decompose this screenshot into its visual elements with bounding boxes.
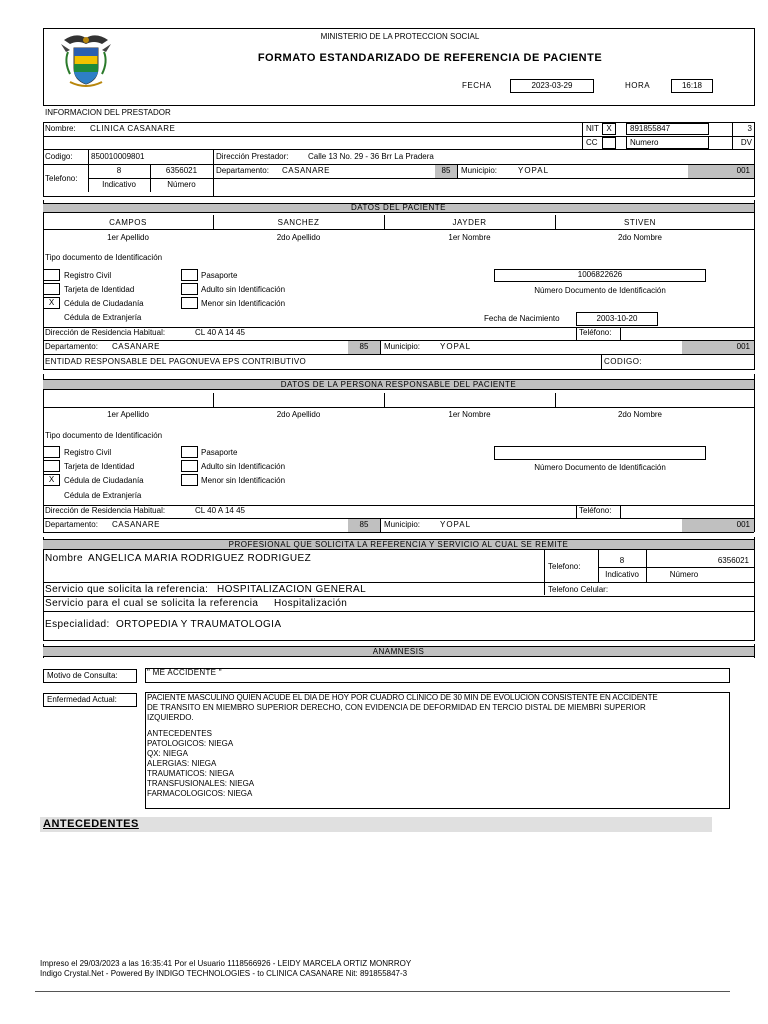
enfermedad-line: TRAUMATICOS: NIEGA — [147, 769, 234, 778]
nit-dv: 3 — [747, 124, 752, 133]
paciente-apellido2: SANCHEZ — [277, 218, 320, 227]
responsable-opt-pasaporte: Pasaporte — [201, 448, 238, 457]
nit-dv-label: DV — [740, 138, 752, 147]
paciente-opt-tarjeta: Tarjeta de Identidad — [64, 285, 135, 294]
responsable-dep-code: 85 — [359, 520, 369, 529]
paciente-fecha-nac: 2003-10-20 — [596, 314, 638, 323]
motivo-value: " ME ACCIDENTE " — [147, 668, 222, 677]
hora-value: 16:18 — [681, 81, 703, 90]
paciente-dep-code: 85 — [359, 342, 369, 351]
paciente-opt-adulto: Adulto sin Identificación — [201, 285, 286, 294]
responsable-cedula-checkbox: X — [43, 474, 60, 486]
responsable-apellido2-label: 2do Apellido — [276, 410, 321, 419]
profesional-indicativo-label: Indicativo — [605, 570, 639, 579]
responsable-registro-checkbox — [43, 446, 60, 458]
enfermedad-line: ANTECEDENTES — [147, 729, 212, 738]
enfermedad-label: Enfermedad Actual: — [47, 695, 117, 704]
profesional-numero: 6356021 — [717, 556, 749, 565]
page-title: FORMATO ESTANDARIZADO DE REFERENCIA DE PACIENTE — [257, 52, 603, 64]
responsable-opt-extranjeria: Cédula de Extranjería — [64, 491, 142, 500]
responsable-direccion: CL 40 A 14 45 — [195, 506, 245, 515]
profesional-servicio-para: Hospitalización — [274, 598, 348, 609]
responsable-pasaporte-checkbox — [181, 446, 198, 458]
responsable-opt-menor: Menor sin Identificación — [201, 476, 286, 485]
prestador-numero-tel: 6356021 — [165, 166, 198, 175]
paciente-pasaporte-checkbox — [181, 269, 198, 281]
responsable-mun-code: 001 — [736, 520, 750, 529]
nit-numero-label: Numero — [630, 138, 659, 147]
enfermedad-line: PACIENTE MASCULINO QUIEN ACUDE EL DIA DE HOY POR CUADRO CLINICO DE 30 MIN DE EVOLUCION CONSISTENTE EN ACCIDENTE — [147, 693, 658, 702]
paciente-opt-pasaporte: Pasaporte — [201, 271, 238, 280]
enfermedad-text — [147, 693, 729, 799]
nit-number: 891855847 — [630, 124, 671, 133]
paciente-adulto-checkbox — [181, 283, 198, 295]
paciente-entidad: NUEVA EPS CONTRIBUTIVO — [192, 357, 307, 366]
enfermedad-line: TRANSFUSIONALES: NIEGA — [147, 779, 255, 788]
paciente-direccion: CL 40 A 14 45 — [195, 328, 245, 337]
responsable-departamento: CASANARE — [112, 520, 161, 529]
paciente-apellido1: CAMPOS — [109, 218, 147, 227]
responsable-opt-cedula: Cédula de Ciudadanía — [64, 476, 144, 485]
prestador-nombre: CLINICA CASANARE — [90, 124, 176, 133]
cc-label: CC — [586, 138, 598, 147]
profesional-especialidad: ORTOPEDIA Y TRAUMATOLOGIA — [116, 619, 282, 630]
prestador-departamento-label: Departamento: — [216, 166, 269, 175]
enfermedad-line: IZQUIERDO. — [147, 713, 194, 722]
antecedentes-bar — [40, 817, 712, 832]
paciente-fecha-nac-label: Fecha de Nacimiento — [484, 314, 560, 323]
paciente-telefono-label: Teléfono: — [579, 328, 612, 337]
profesional-celular-label: Telefono Celular: — [548, 585, 609, 594]
prestador-municipio-label: Municipio: — [461, 166, 498, 175]
profesional-section-bar: PROFESIONAL QUE SOLICITA LA REFERENCIA Y SERVICIO AL CUAL SE REMITE — [43, 539, 754, 550]
nit-label: NIT — [586, 124, 599, 133]
paciente-section-bar: DATOS DEL PACIENTE — [43, 203, 754, 213]
paciente-apellido2-label: 2do Apellido — [276, 233, 321, 242]
enfermedad-line: QX: NIEGA — [147, 749, 188, 758]
paciente-num-doc: 1006822626 — [577, 270, 623, 279]
ministry-label: MINISTERIO DE LA PROTECCION SOCIAL — [320, 32, 480, 41]
anamnesis-section-bar: ANAMNESIS — [43, 646, 754, 657]
responsable-section-bar: DATOS DE LA PERSONA RESPONSABLE DEL PACIENTE — [43, 379, 754, 390]
responsable-tarjeta-checkbox — [43, 460, 60, 472]
prestador-municipio: YOPAL — [518, 166, 550, 175]
responsable-municipio: YOPAL — [440, 520, 472, 529]
prestador-codigo: 850010009801 — [91, 152, 145, 161]
footer-line2: Indigo Crystal.Net - Powered By INDIGO TECHNOLOGIES - to CLINICA CASANARE Nit: 891855847-3 — [40, 969, 408, 978]
enfermedad-line: ALERGIAS: NIEGA — [147, 759, 217, 768]
paciente-apellido1-label: 1er Apellido — [107, 233, 149, 242]
responsable-num-doc-box — [494, 446, 706, 460]
responsable-departamento-label: Departamento: — [45, 520, 98, 529]
paciente-opt-registro: Registro Civil — [64, 271, 112, 280]
prestador-departamento: CASANARE — [282, 166, 331, 175]
fecha-value: 2023-03-29 — [531, 81, 573, 90]
coat-of-arms-logo — [56, 30, 116, 90]
responsable-opt-registro: Registro Civil — [64, 448, 112, 457]
responsable-opt-adulto: Adulto sin Identificación — [201, 462, 286, 471]
prestador-indicativo: 8 — [116, 166, 122, 175]
paciente-opt-extranjeria: Cédula de Extranjería — [64, 313, 142, 322]
cc-checkbox — [602, 137, 616, 149]
motivo-label: Motivo de Consulta: — [47, 671, 118, 680]
profesional-telefono-label: Telefono: — [548, 562, 581, 571]
footer-line1: Impreso el 29/03/2023 a las 16:35:41 Por el Usuario 1118566926 - LEIDY MARCELA ORTIZ MONRROY — [40, 959, 412, 968]
responsable-menor-checkbox — [181, 474, 198, 486]
prestador-nombre-label: Nombre: — [45, 124, 76, 133]
paciente-nombre1-label: 1er Nombre — [448, 233, 491, 242]
antecedentes-title: ANTECEDENTES — [43, 818, 139, 830]
prestador-dep-code: 85 — [441, 166, 451, 175]
responsable-opt-tarjeta: Tarjeta de Identidad — [64, 462, 135, 471]
paciente-municipio-label: Municipio: — [384, 342, 421, 351]
paciente-num-doc-label: Número Documento de Identificación — [534, 286, 666, 295]
paciente-nombre2: STIVEN — [624, 218, 656, 227]
responsable-municipio-label: Municipio: — [384, 520, 421, 529]
prestador-section-label: INFORMACION DEL PRESTADOR — [45, 108, 171, 117]
responsable-adulto-checkbox — [181, 460, 198, 472]
profesional-numero-label: Número — [669, 570, 699, 579]
prestador-codigo-label: Codigo: — [45, 152, 73, 161]
fecha-label: FECHA — [462, 81, 492, 90]
profesional-servicio-solicita: HOSPITALIZACION GENERAL — [217, 584, 367, 595]
paciente-departamento-label: Departamento: — [45, 342, 98, 351]
paciente-mun-code: 001 — [736, 342, 750, 351]
paciente-departamento: CASANARE — [112, 342, 161, 351]
paciente-nombre2-label: 2do Nombre — [617, 233, 663, 242]
enfermedad-line: FARMACOLOGICOS: NIEGA — [147, 789, 253, 798]
prestador-indicativo-label: Indicativo — [102, 180, 136, 189]
paciente-registro-checkbox — [43, 269, 60, 281]
enfermedad-line: DE TRANSITO EN MIEMBRO SUPERIOR DERECHO, CON EVIDENCIA DE DEFORMIDAD EN TERCIO DISTAL DE MIEMBRI SUPERIOR — [147, 703, 646, 712]
prestador-mun-code: 001 — [736, 166, 750, 175]
paciente-entidad-label: ENTIDAD RESPONSABLE DEL PAGO: — [45, 357, 196, 366]
responsable-apellido1-label: 1er Apellido — [107, 410, 149, 419]
hora-label: HORA — [625, 81, 651, 90]
responsable-telefono-label: Teléfono: — [579, 506, 612, 515]
enfermedad-line: PATOLOGICOS: NIEGA — [147, 739, 234, 748]
profesional-nombre-label: Nombre — [45, 553, 83, 564]
paciente-opt-menor: Menor sin Identificación — [201, 299, 286, 308]
profesional-servicio-solicita-label: Servicio que solicita la referencia: — [45, 584, 209, 595]
motivo-box — [145, 668, 730, 683]
responsable-nombre2-label: 2do Nombre — [617, 410, 663, 419]
footer-divider — [35, 991, 730, 992]
nit-checkbox: X — [602, 123, 616, 135]
responsable-num-doc-label: Número Documento de Identificación — [534, 463, 666, 472]
paciente-cedula-checkbox: X — [43, 297, 60, 309]
prestador-direccion: Calle 13 No. 29 - 36 Brr La Pradera — [308, 152, 434, 161]
paciente-tarjeta-checkbox — [43, 283, 60, 295]
responsable-nombre1-label: 1er Nombre — [448, 410, 491, 419]
paciente-municipio: YOPAL — [440, 342, 472, 351]
profesional-especialidad-label: Especialidad: — [45, 619, 110, 630]
paciente-codigo-label: CODIGO: — [604, 357, 643, 366]
paciente-direccion-label: Dirección de Residencia Habitual: — [45, 328, 166, 337]
paciente-tipo-doc-label: Tipo documento de Identificación — [45, 253, 163, 262]
profesional-indicativo: 8 — [619, 556, 625, 565]
prestador-telefono-label: Telefono: — [45, 174, 78, 183]
responsable-tipo-doc-label: Tipo documento de Identificación — [45, 431, 163, 440]
responsable-direccion-label: Dirección de Residencia Habitual: — [45, 506, 166, 515]
paciente-menor-checkbox — [181, 297, 198, 309]
prestador-direccion-label: Dirección Prestador: — [216, 152, 289, 161]
profesional-nombre: ANGELICA MARIA RODRIGUEZ RODRIGUEZ — [88, 553, 312, 564]
paciente-nombre1: JAYDER — [452, 218, 487, 227]
paciente-opt-cedula: Cédula de Ciudadanía — [64, 299, 144, 308]
profesional-servicio-para-label: Servicio para el cual se solicita la referencia — [45, 598, 259, 609]
prestador-numero-tel-label: Número — [167, 180, 196, 189]
